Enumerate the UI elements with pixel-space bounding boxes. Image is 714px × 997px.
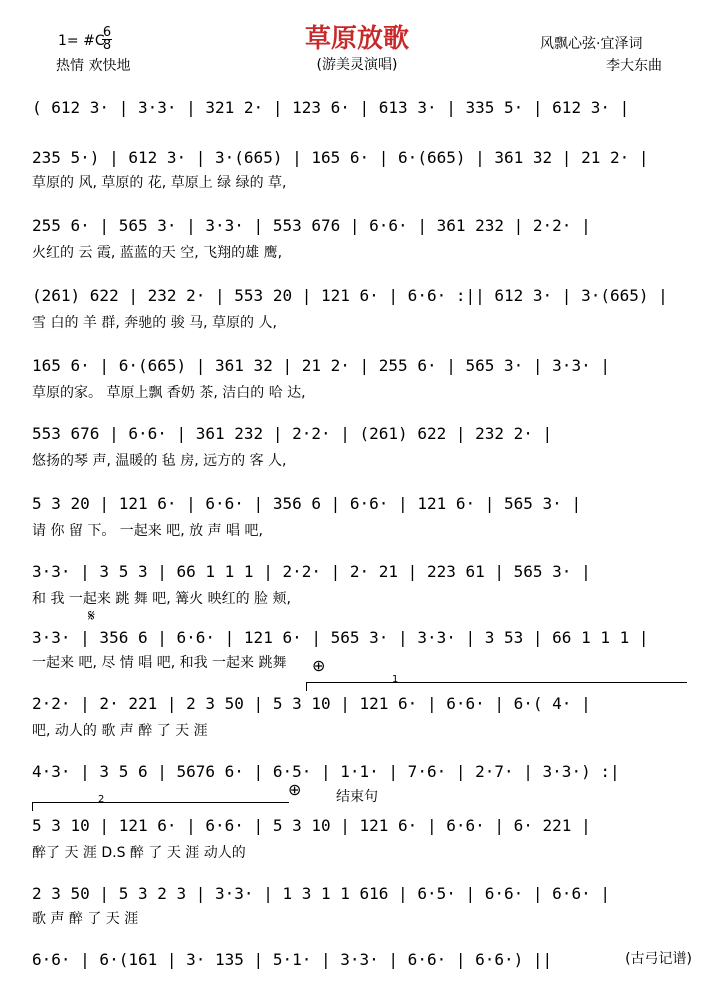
notation-line: 5 3 20 | 121 6· | 6·6· | 356 6 | 6·6· | 121 6· | 565 3· |: [32, 494, 582, 513]
notation-line: 6·6· | 6·(161 | 3· 135 | 5·1· | 3·3· | 6·6· | 6·6·) ||: [32, 950, 553, 969]
time-signature: [102, 27, 112, 52]
meter-denominator: 8: [102, 38, 112, 53]
second-ending-number: 2: [98, 794, 105, 805]
notation-line: 5 3 10 | 121 6· | 6·6· | 5 3 10 | 121 6· | 6·6· | 6· 221 |: [32, 816, 591, 835]
notation-line: 553 676 | 6·6· | 361 232 | 2·2· | (261) 622 | 232 2· |: [32, 424, 553, 443]
composer-credit: 李大东曲: [606, 58, 662, 74]
segno-icon: 𝄋: [88, 606, 95, 625]
coda-icon: ⊕: [312, 656, 326, 675]
notation-line: 235 5·) | 612 3· | 3·(665) | 165 6· | 6·(665) | 361 32 | 21 2· |: [32, 148, 649, 167]
first-ending-bracket: [306, 682, 687, 691]
lyric-line: 草原的家。 草原上飘 香奶 茶, 洁白的 哈 达,: [32, 385, 306, 401]
lyricist-credit: 风飘心弦·宜泽词: [540, 36, 643, 52]
notation-line: ( 612 3· | 3·3· | 321 2· | 123 6· | 613 3· | 335 5· | 612 3· |: [32, 98, 630, 117]
notation-line: 4·3· | 3 5 6 | 5676 6· | 6·5· | 1·1· | 7·6· | 2·7· | 3·3·) :|: [32, 762, 620, 781]
notation-line: 3·3· | 3 5 3 | 66 1 1 1 | 2·2· | 2· 21 | 223 61 | 565 3· |: [32, 562, 591, 581]
notation-line: 3·3· | 356 6 | 6·6· | 121 6· | 565 3· | 3·3· | 3 53 | 66 1 1 1 |: [32, 628, 649, 647]
notation-line: (261) 622 | 232 2· | 553 20 | 121 6· | 6·6· :|| 612 3· | 3·(665) |: [32, 286, 668, 305]
tempo-mood: 热情 欢快地: [56, 58, 131, 74]
performer-subtitle: (游美灵演唱): [316, 57, 398, 73]
lyric-line: 请 你 留 下。 一起来 吧, 放 声 唱 吧,: [32, 523, 263, 539]
lyric-line: 草原的 风, 草原的 花, 草原上 绿 绿的 草,: [32, 175, 287, 191]
notation-line: 2 3 50 | 5 3 2 3 | 3·3· | 1 3 1 1 616 | 6·5· | 6·6· | 6·6· |: [32, 884, 610, 903]
lyric-line: 和 我 一起来 跳 舞 吧, 篝火 映红的 脸 颊,: [32, 591, 291, 607]
coda-text: 结束句: [336, 789, 378, 805]
lyric-line: 歌 声 醉 了 天 涯: [32, 911, 139, 927]
notation-line: 2·2· | 2· 221 | 2 3 50 | 5 3 10 | 121 6· | 6·6· | 6·( 4· |: [32, 694, 591, 713]
notation-line: 165 6· | 6·(665) | 361 32 | 21 2· | 255 6· | 565 3· | 3·3· |: [32, 356, 610, 375]
meter-numerator: 6: [102, 25, 112, 40]
lyric-line: 火红的 云 霞, 蓝蓝的天 空, 飞翔的雄 鹰,: [32, 245, 283, 261]
lyric-line: 雪 白的 羊 群, 奔驰的 骏 马, 草原的 人,: [32, 315, 277, 331]
lyric-line: 醉了 天 涯 D.S 醉 了 天 涯 动人的: [32, 845, 246, 861]
song-title: 草原放歌: [304, 24, 409, 54]
coda-icon: ⊕: [288, 780, 302, 799]
key-signature: 1= #C: [58, 33, 105, 49]
lyric-line: 吧, 动人的 歌 声 醉 了 天 涯: [32, 723, 208, 739]
notation-line: 255 6· | 565 3· | 3·3· | 553 676 | 6·6· | 361 232 | 2·2· |: [32, 216, 591, 235]
lyric-line: 悠扬的琴 声, 温暖的 毡 房, 远方的 客 人,: [32, 453, 287, 469]
second-ending-bracket: [32, 802, 289, 811]
first-ending-number: 1: [392, 674, 399, 685]
transcriber-note: (古弓记谱): [625, 951, 692, 967]
lyric-line: 一起来 吧, 尽 情 唱 吧, 和我 一起来 跳舞: [32, 655, 287, 671]
